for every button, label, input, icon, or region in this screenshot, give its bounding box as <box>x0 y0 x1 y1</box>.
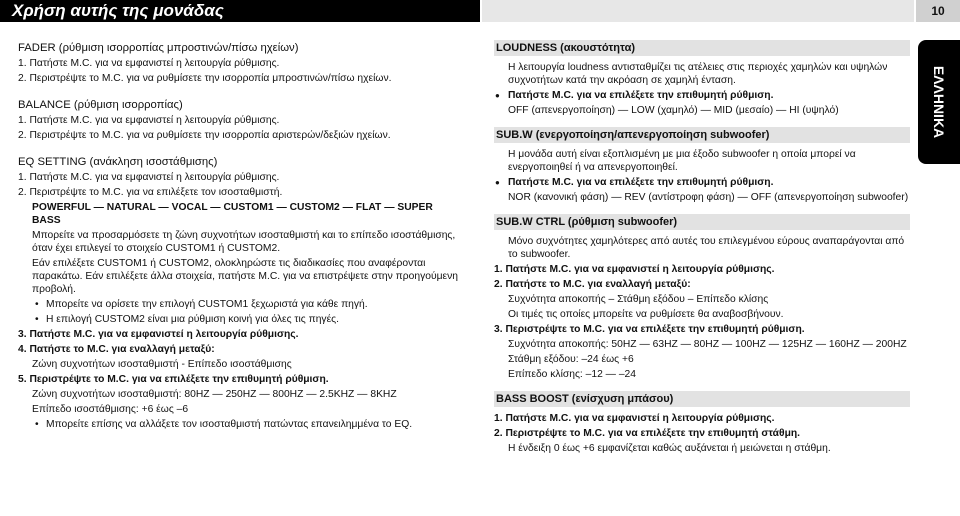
bass-boost-step-2-detail: Η ένδειξη 0 έως +6 εμφανίζεται καθώς αυξάνεται ή μειώνεται η στάθμη. <box>508 443 831 454</box>
subw-ctrl-slope: Επίπεδο κλίσης: –12 — –24 <box>508 369 637 380</box>
eq-custom-note: Μπορείτε να προσαρμόσετε τη ζώνη συχνοτήτων ισοσταθμιστή και το επίπεδο ισοστάθμισης, όταν έχει επιλεγεί το στοιχείο CUSTOM1 ή CUSTOM2. <box>32 230 456 254</box>
subw-step: ● Πατήστε M.C. για να επιλέξετε την επιθυμητή ρύθμιση. <box>508 176 910 189</box>
eq-step-5: 5. Περιστρέψτε το M.C. για να επιλέξετε την επιθυμητή ρύθμιση. <box>18 374 329 385</box>
bass-boost-step-1: 1. Πατήστε M.C. για να εμφανιστεί η λειτουργία ρύθμισης. <box>494 413 775 424</box>
page-header <box>0 0 960 22</box>
eq-step-1: 1. Πατήστε Μ.C. για να εμφανιστεί η λειτουργία ρύθμισης. <box>18 172 280 183</box>
eq-step-4-detail: Ζώνη συχνοτήτων ισοσταθμιστή - Επίπεδο ισοστάθμισης <box>32 359 292 370</box>
bass-boost-step-2: 2. Περιστρέψτε το M.C. για να επιλέξετε την επιθυμητή στάθμη. <box>494 428 801 439</box>
balance-heading: BALANCE (ρύθμιση ισορροπίας) <box>18 99 183 111</box>
header-right-bar <box>482 0 914 22</box>
eq-bullet-eq-button: • Μπορείτε επίσης να αλλάξετε τον ισοσταθμιστή πατώντας επανειλημμένα το EQ. <box>46 418 460 431</box>
loudness-step: ● Πατήστε M.C. για να επιλέξετε την επιθυμητή ρύθμιση. <box>508 89 910 102</box>
loudness-heading: LOUDNESS (ακουστότητα) <box>494 40 910 56</box>
subw-ctrl-level: Στάθμη εξόδου: –24 έως +6 <box>508 354 634 365</box>
subw-ctrl-description: Μόνο συχνότητες χαμηλότερες από αυτές του επιλεγμένου εύρους αναπαράγονται από το subwoofer. <box>508 236 905 260</box>
eq-step-3: 3. Πατήστε Μ.C. για να εμφανιστεί η λειτουργία ρύθμισης. <box>18 329 299 340</box>
subw-options: NOR (κανονική φάση) — REV (αντίστροφη φάση) — OFF (απενεργοποίηση subwoofer) <box>508 192 909 203</box>
loudness-description: Η λειτουργία loudness αντισταθμίζει τις ατέλειες στις περιοχές χαμηλών και υψηλών συχνοτήτων κατά την ακρόαση σε χαμηλή ένταση. <box>508 62 888 86</box>
page-title: Χρήση αυτής της μονάδας <box>12 1 224 20</box>
eq-options: POWERFUL — NATURAL — VOCAL — CUSTOM1 — CUSTOM2 — FLAT — SUPER BASS <box>32 202 433 226</box>
eq-heading: EQ SETTING (ανάκληση ισοστάθμισης) <box>18 156 218 168</box>
bass-boost-heading: BASS BOOST (ενίσχυση μπάσου) <box>494 391 910 407</box>
eq-custom-instructions: Εάν επιλέξετε CUSTOM1 ή CUSTOM2, ολοκληρώστε τις διαδικασίες που αναφέρονται παρακάτω. Εάν επιλέξετε άλλα στοιχεία, πατήστε M.C. για να επιστρέψετε στην προηγούμενη προβολή. <box>32 258 458 295</box>
subw-ctrl-step-2-detail: Συχνότητα αποκοπής – Στάθμη εξόδου – Επίπεδο κλίσης <box>508 294 769 305</box>
subw-ctrl-step-2: 2. Πατήστε το M.C. για εναλλαγή μεταξύ: <box>494 279 691 290</box>
right-column <box>494 40 910 457</box>
left-column <box>18 40 460 433</box>
subw-description: Η μονάδα αυτή είναι εξοπλισμένη με μια έξοδο subwoofer η οποία μπορεί να ενεργοποιηθεί ή να απενεργοποιηθεί. <box>508 149 856 173</box>
page-number: 10 <box>916 0 960 22</box>
subw-ctrl-heading: SUB.W CTRL (ρύθμιση subwoofer) <box>494 214 910 230</box>
subw-ctrl-step-3: 3. Περιστρέψτε το M.C. για να επιλέξετε την επιθυμητή ρύθμιση. <box>494 324 805 335</box>
header-title-bar <box>0 0 480 22</box>
language-tab-label: ΕΛΛΗΝΙΚΑ <box>931 65 947 139</box>
eq-level-range: Επίπεδο ισοστάθμισης: +6 έως –6 <box>32 404 189 415</box>
eq-bullet-custom1: • Μπορείτε να ορίσετε την επιλογή CUSTOM1 ξεχωριστά για κάθε πηγή. <box>46 298 460 311</box>
language-tab <box>918 40 960 164</box>
fader-heading: FADER (ρύθμιση ισορροπίας μπροστινών/πίσω ηχείων) <box>18 42 299 54</box>
subw-heading: SUB.W (ενεργοποίηση/απενεργοποίηση subwoofer) <box>494 127 910 143</box>
eq-frequency-options: Ζώνη συχνοτήτων ισοσταθμιστή: 80HZ — 250HZ — 800HZ — 2.5KHZ — 8KHZ <box>32 389 397 400</box>
fader-step-2: 2. Περιστρέψτε το Μ.C. για να ρυθμίσετε την ισορροπία μπροστινών/πίσω ηχείων. <box>18 73 392 84</box>
fader-step-1: 1. Πατήστε Μ.C. για να εμφανιστεί η λειτουργία ρύθμισης. <box>18 58 280 69</box>
eq-step-2: 2. Περιστρέψτε το Μ.C. για να επιλέξετε τον ισοσταθμιστή. <box>18 187 283 198</box>
subw-ctrl-step-2-note: Οι τιμές τις οποίες μπορείτε να ρυθμίσετε θα αναβοσβήνουν. <box>508 309 784 320</box>
subw-ctrl-step-1: 1. Πατήστε M.C. για να εμφανιστεί η λειτουργία ρύθμισης. <box>494 264 775 275</box>
balance-step-2: 2. Περιστρέψτε το Μ.C. για να ρυθμίσετε την ισορροπία αριστερών/δεξιών ηχείων. <box>18 130 391 141</box>
subw-ctrl-frequency: Συχνότητα αποκοπής: 50HZ — 63HZ — 80HZ — 100HZ — 125HZ — 160HZ — 200HZ <box>508 339 907 350</box>
loudness-options: OFF (απενεργοποίηση) — LOW (χαμηλό) — MID (μεσαίο) — HI (υψηλό) <box>508 105 839 116</box>
eq-bullet-custom2: • Η επιλογή CUSTOM2 είναι μια ρύθμιση κοινή για όλες τις πηγές. <box>46 313 460 326</box>
eq-step-4: 4. Πατήστε το M.C. για εναλλαγή μεταξύ: <box>18 344 215 355</box>
balance-step-1: 1. Πατήστε Μ.C. για να εμφανιστεί η λειτουργία ρύθμισης. <box>18 115 280 126</box>
